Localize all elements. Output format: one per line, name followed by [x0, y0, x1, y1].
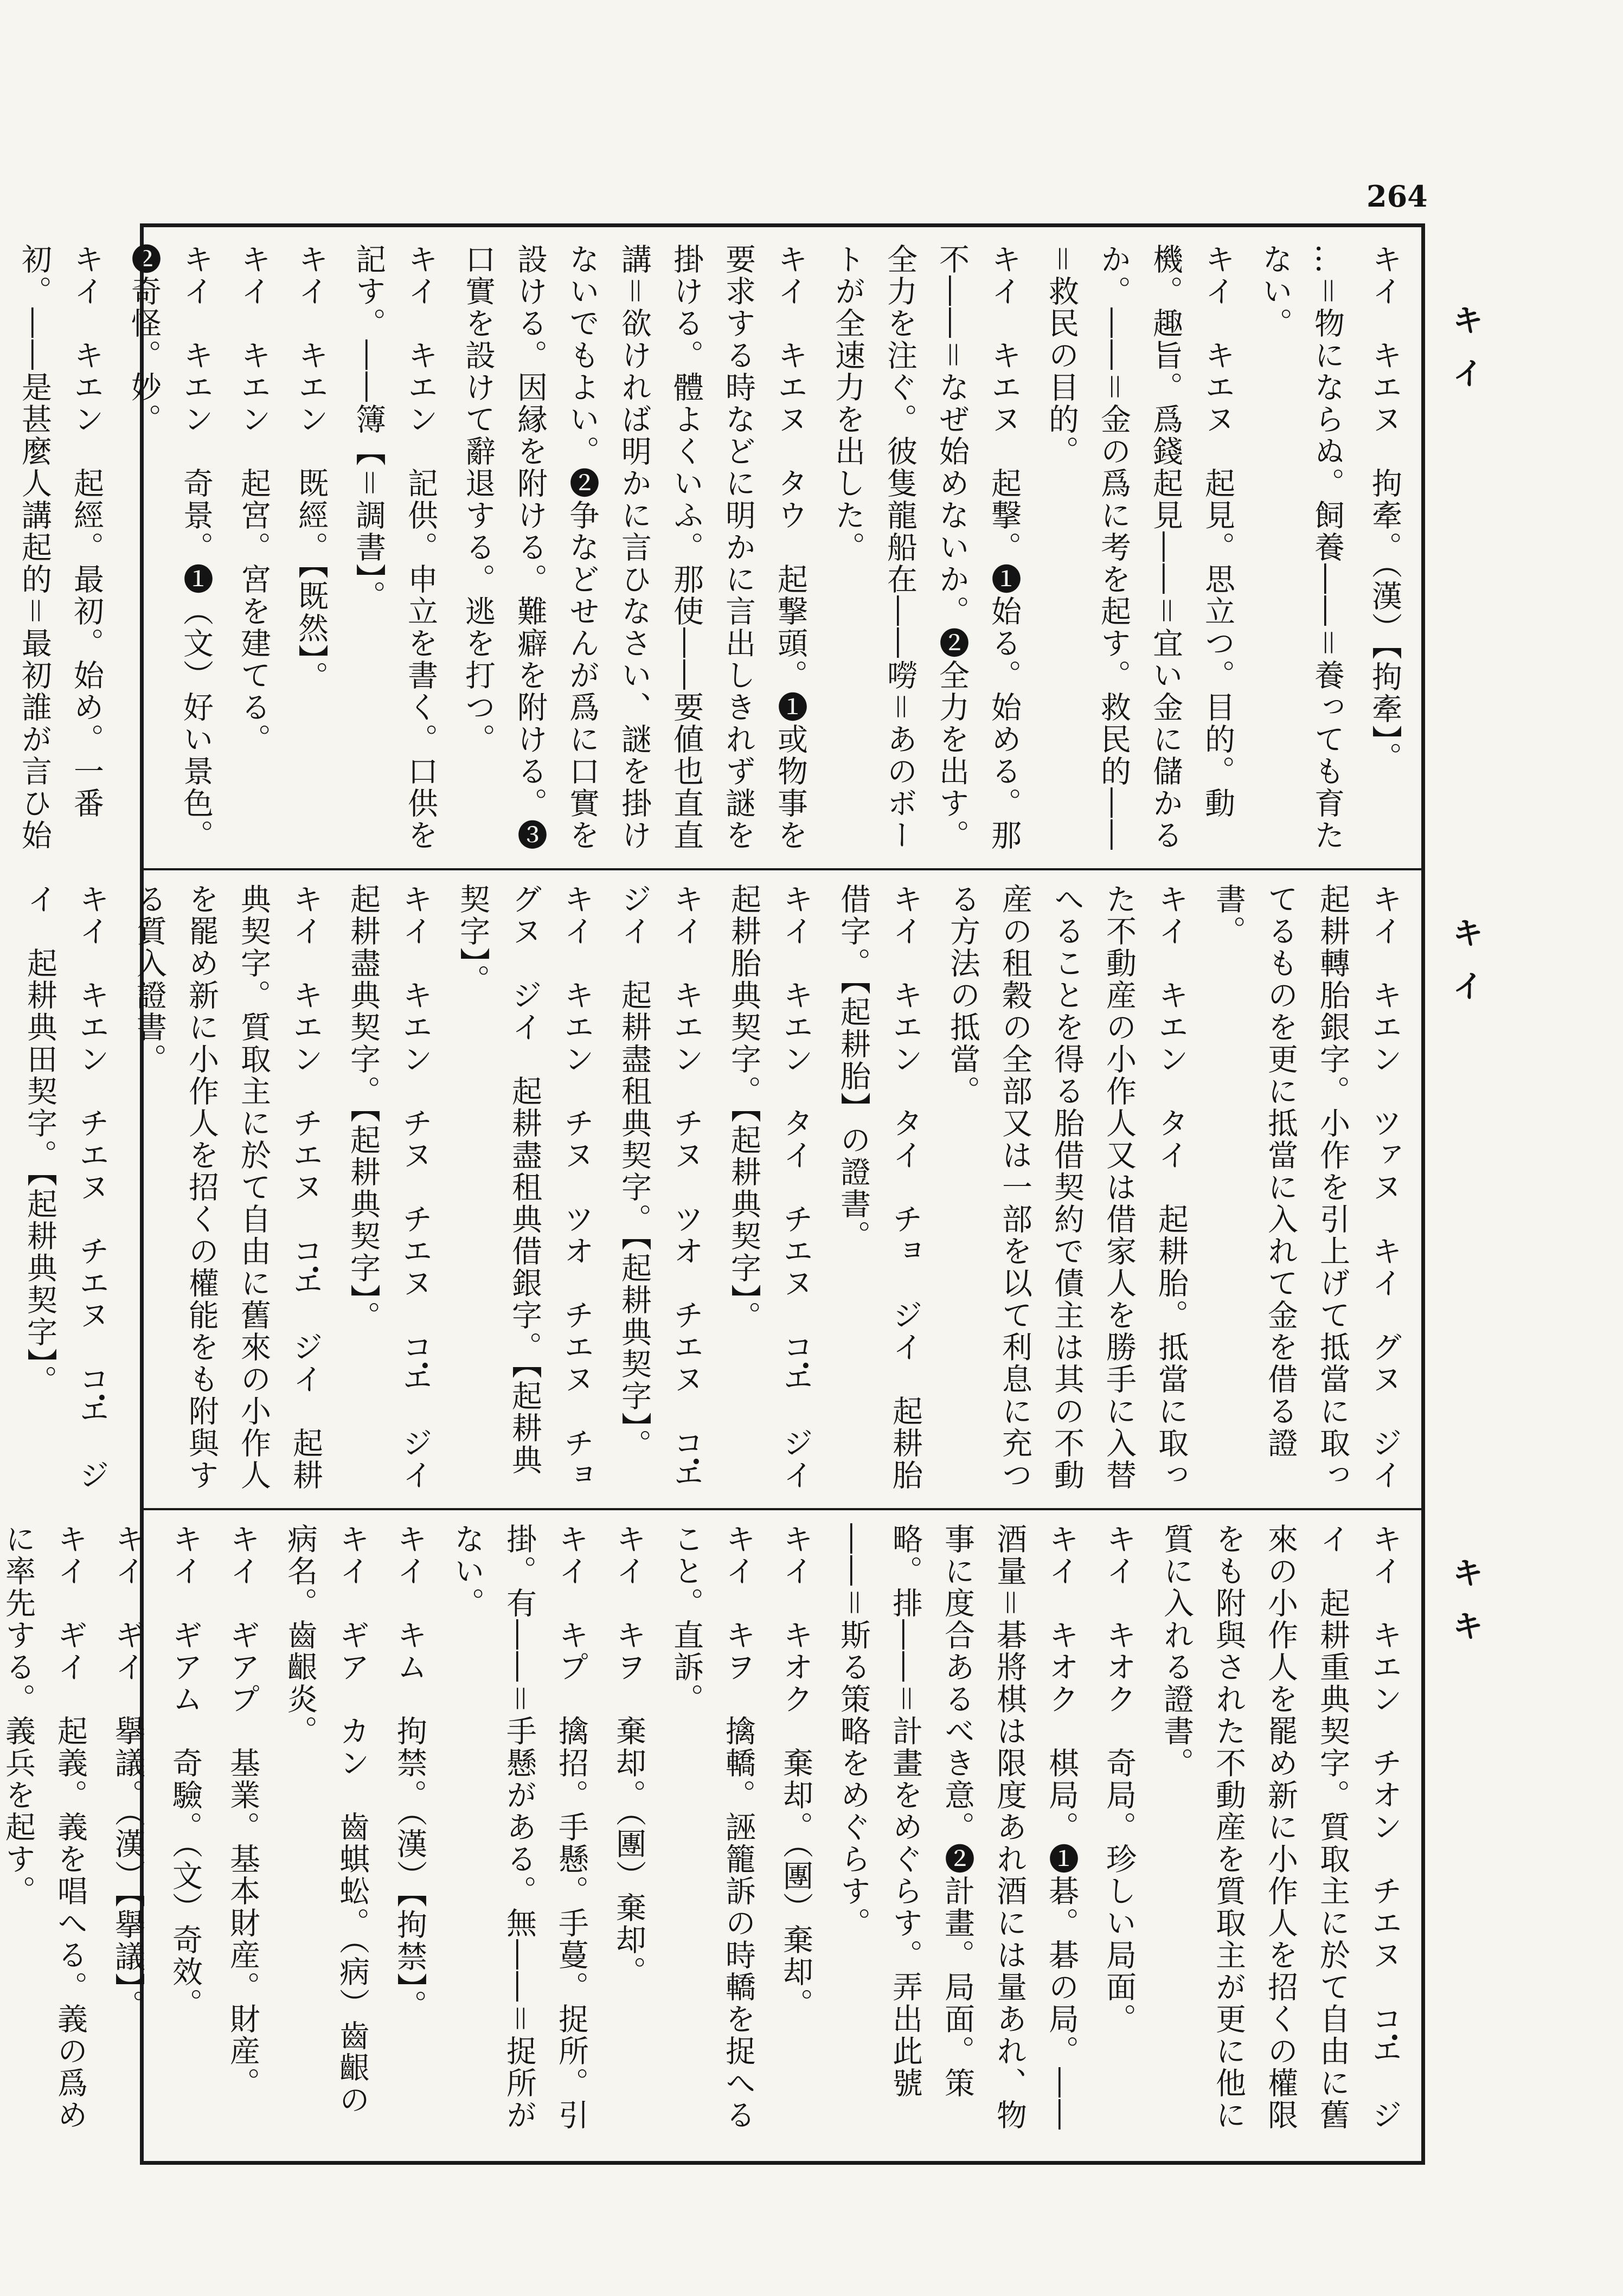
side-label-bottom: キキ [1447, 1556, 1484, 1663]
dictionary-entry: キイ キオク 棋局。❶碁。碁の局。――酒量＝碁將棋は限度あれ酒には量あれ、物事に度合あるべき意。❷計畫。局面。策略。排――＝計畫をめぐらす。弄出此號――＝斯る策略をめぐらす。 [836, 1523, 1079, 2131]
dictionary-entry: キイ ギイ 擧議。（漢）【擧議】。 [110, 1523, 145, 2022]
dictionary-entry: キイ キエヌ 起撃。❶始る。始める。那不――＝なぜ始めないか。❷全力を出す。全力を注ぐ。彼隻龍船在――嘮＝あのボートが全速力を出した。 [830, 243, 1022, 851]
page-number: 264 [1367, 179, 1428, 214]
dictionary-entry: キイ キヲ 擒轎。誣籠訴の時轎を捉へること。直訴。 [669, 1523, 756, 2131]
side-label-top: キイ [1447, 304, 1484, 410]
dictionary-entry: キイ キエン 起經。最初。始め。一番初。――是甚麼人講起的＝最初誰が言ひ始 [17, 243, 104, 851]
dictionary-entry: キイ キヲ 棄却。（團）棄却。 [611, 1523, 646, 1988]
dictionary-entry: キイ キム 拘禁。（漢）【拘禁】。 [392, 1523, 427, 2022]
dictionary-entry: キイ キエン タイ チョ ジイ 起耕胎借字。【起耕胎】の證書。 [836, 883, 923, 1491]
dictionary-entry: キイ ギア カン 齒蜞蚣。（病）齒齦の病名。齒齦炎。 [283, 1523, 370, 2116]
dictionary-entry [0, 883, 8, 1496]
dictionary-entry: キイ キエン チヌ ツオ チエヌ チョ グヌ ジイ 起耕盡租典借銀字。【起耕典契字】。 [455, 883, 594, 1523]
dictionary-entry: キイ キエン 記供。申立を書く。口供を記す。――簿【＝調書】。 [351, 243, 438, 851]
band-divider [144, 868, 1421, 870]
dictionary-frame [1, 223, 1425, 2165]
dictionary-entry: キイ ギアム 奇驗。（文）奇效。 [168, 1523, 203, 2020]
dictionary-entry: キイ キエン チエヌ コ̇エ ジイ 起耕典契字。質取主に於て自由に舊來の小作人を罷め新に小作人を招くの權能をも附與する質入證書。 [132, 883, 323, 1491]
dictionary-entry: キイ キエン ツァヌ キイ グヌ ジイ 起耕轉胎銀字。小作を引上げて抵當に取ってるものを更に抵當に入れて金を借る證書。 [1211, 883, 1402, 1523]
dictionary-entry: …＝物にならぬ。飼養――＝養っても育たない。 [1258, 243, 1345, 851]
dictionary-entry: キイ キエン タイ チエヌ コ̇エ ジイ 起耕胎典契字。【起耕典契字】。 [726, 883, 813, 1523]
dictionary-entry: キイ キエン チエヌ チエヌ コ̇エ ジイ 起耕典田契字。【起耕典契字】。 [22, 883, 110, 1491]
dictionary-entry: キイ キエヌ タウ 起撃頭。❶或物事を要求する時などに明かに言出しきれず謎を掛ける。體よくいふ。那使――要値也直直講＝欲ければ明かに言ひなさい、謎を掛けないでもよい。❷争などせんが爲に口實を設ける。因縁を附ける。難癖を附ける。❸口實を設けて辭退する。逃を打つ。 [460, 243, 808, 851]
dictionary-entry: キイ キエン チヌ ツオ チエヌ コ̇エ ジイ 起耕盡租典契字。【起耕典契字】。 [617, 883, 704, 1523]
dictionary-entry: キイ キプ 擒招。手懸。手蔓。捉所。引掛。有――＝手懸がある。無――＝捉所がない。 [450, 1523, 589, 2131]
dictionary-entry: キイ キエヌ 拘牽。（漢）【拘牽】。 [1367, 243, 1402, 774]
dictionary-entry: キイ ギアプ 基業。基本財産。財産。 [225, 1523, 260, 2099]
dictionary-entry: キイ キエン 既經。【既然】。 [293, 243, 329, 693]
band-top [17, 243, 1410, 856]
dictionary-entry: キイ キエン チヌ チエヌ コ̇エ ジイ 起耕盡典契字。【起耕典契字】。 [345, 883, 433, 1523]
dictionary-entry: キイ キオク 奇局。珍しい局面。 [1101, 1523, 1137, 2035]
dictionary-entry: キイ キエン チオン チエヌ コ̇エ ジイ 起耕重典契字。質取主に於て自由に舊來の小作人を罷め新に小作人を招くの權限をも附與された不動産を質取主が更に他に質に入れる證書。 [1159, 1523, 1402, 2131]
dictionary-entry: キイ キエン 起宮。宮を建てる。 [236, 243, 271, 755]
dictionary-entry: キイ キエヌ 起見。思立つ。目的。動機。趣旨。爲錢起見――＝宜い金に儲かるか。――＝金の爲に考を起す。救民的――＝救民の目的。 [1044, 243, 1235, 851]
dictionary-entry: キイ ギイ 起義。義を唱へる。義の爲めに率先する。義兵を起す。 [1, 1523, 88, 2131]
side-label-middle: キイ [1447, 916, 1484, 1023]
dictionary-entry: キイ キエン タイ 起耕胎。抵當に取った不動産の小作人又は借家人を勝手に入替へることを得る胎借契約で債主は其の不動産の租穀の全部又は一部を以て利息に充つる方法の抵當。 [945, 883, 1189, 1491]
band-bottom [1, 1523, 1410, 2147]
dictionary-entry: キイ キオク 棄却。（團）棄却。 [778, 1523, 813, 2020]
dictionary-entry: キイ キエン 奇景。❶（文）好い景色。❷奇怪。妙。 [126, 243, 214, 851]
band-middle [22, 883, 1410, 1523]
